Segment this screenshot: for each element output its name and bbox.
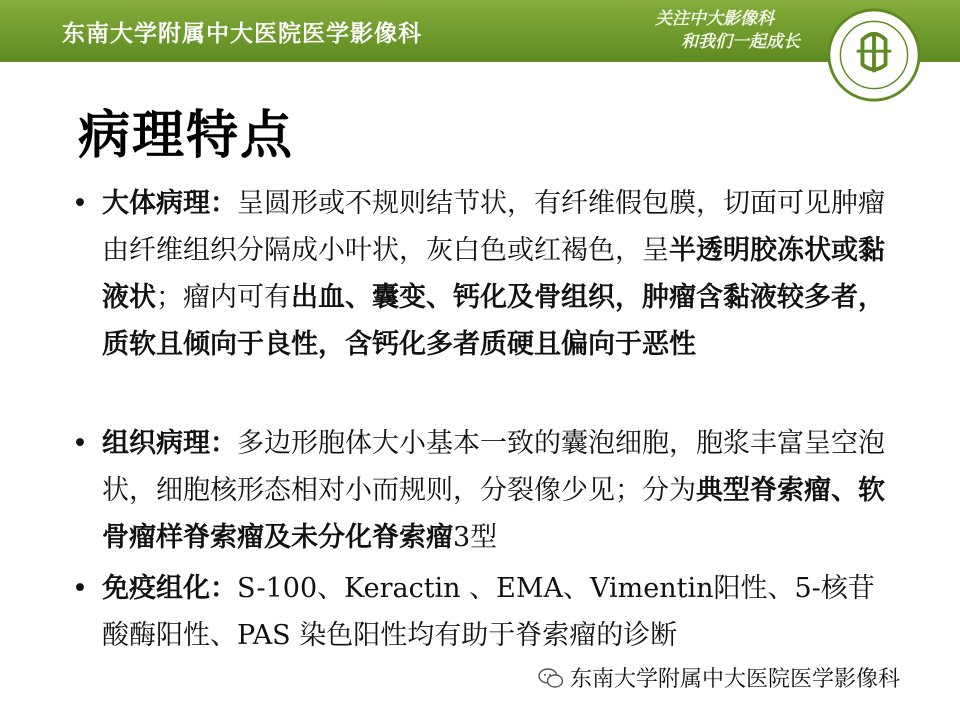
- bullet-text: 3型: [453, 522, 498, 553]
- watermark-text: 东南大学附属中大医院医学影像科: [570, 667, 901, 692]
- bullet-text-bold: 半透明胶冻状或黏液状: [102, 235, 885, 313]
- bullet-text: 呈圆形或不规则结节状，有纤维假包膜，切面可见肿瘤由纤维组织分隔成小叶状，灰白色或红褐色，呈: [102, 188, 885, 266]
- bullet-text-bold: 出血、囊变、钙化及骨组织，肿瘤含黏液较多者，质软且倾向于良性，含钙化多者质硬且偏向于恶性: [102, 282, 885, 360]
- bullet-label: 大体病理：: [102, 188, 237, 219]
- hospital-logo-icon: [826, 7, 922, 103]
- bullet-text: 多边形胞体大小基本一致的囊泡细胞，胞浆丰富呈空泡状，细胞核形态相对小而规则，分裂像少见；分为: [102, 428, 885, 506]
- bullet-dot: •: [72, 428, 88, 459]
- bullet-histopathology: [72, 420, 892, 565]
- bullet-dot: •: [72, 573, 88, 604]
- slogan-line-2: 和我们一起成长: [681, 32, 800, 52]
- bullet-list: [72, 180, 892, 665]
- bullet-dot: •: [72, 188, 88, 219]
- slogan-line-1: 关注中大影像科: [655, 9, 774, 29]
- bullet-text: ；瘤内可有: [156, 282, 291, 313]
- bullet-text: S-100、Keractin 、EMA、Vimentin阳性、5-核苷酸酶阳性、PAS 染色阳性均有助于脊索瘤的诊断: [102, 573, 875, 651]
- bullet-label: 组织病理：: [102, 428, 237, 459]
- watermark: [538, 662, 900, 693]
- page-title: 病理特点: [78, 106, 295, 166]
- bullet-gross-pathology: [72, 180, 892, 420]
- department-name: 东南大学附属中大医院医学影像科: [62, 21, 422, 47]
- wechat-icon: [538, 667, 564, 689]
- bullet-label: 免疫组化：: [102, 573, 237, 604]
- bullet-immunohistochemistry: [72, 565, 892, 665]
- slogan: [655, 8, 825, 54]
- bullet-text-bold: 典型脊索瘤、软骨瘤样脊索瘤及未分化脊索瘤: [102, 475, 885, 553]
- header-bar: [0, 0, 960, 62]
